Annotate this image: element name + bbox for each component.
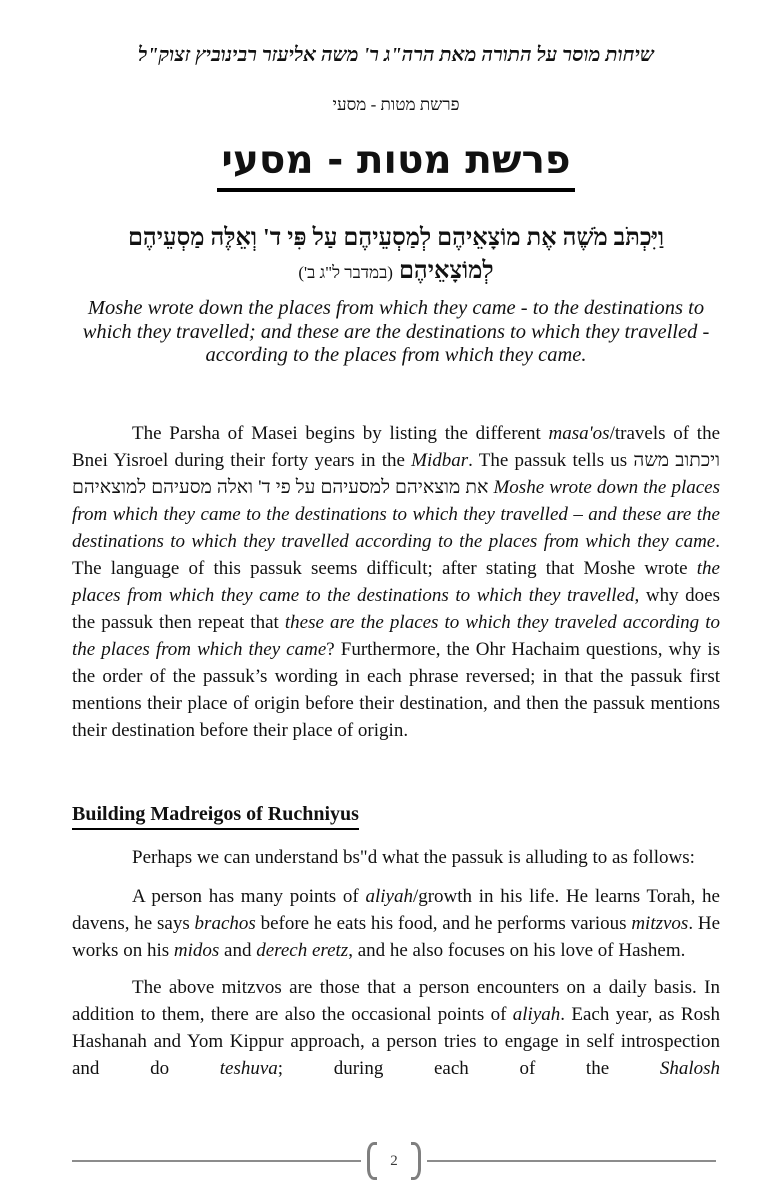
passuk-citation: (במדבר ל"ג ב') [298,263,393,282]
passuk-translation: Moshe wrote down the places from which they came - to the destinations to which they travelled; and these are the destinations to which they travelled - according to the places from which they came. [82,297,710,366]
body-paragraph: The Parsha of Masei begins by listing the different masa'os/travels of the Bnei Yisroel during their forty years in the Midbar. The passuk tells us ויכתוב משה את מוצאיהם למסעיהם על פי ד' ואלה מסעיהם למוצאיהם Moshe wrote down the places from which they came to the destinations to which they travelled – and these are the destinations to which they travelled according to the places from which they came. The language of this passuk seems difficult; after stating that Moshe wrote the places from which they came to the destinations to which they travelled, why does the passuk then repeat that these are the places to which they traveled according to the places from which they came? Furthermore, the Ohr Hachaim questions, why is the order of the passuk’s wording in each phrase reversed; in that the passuk first mentions their place of origin before their destination, and then the passuk mentions their destination before their place of origin. [72,422,721,741]
page-title: פרשת מטות - מסעי [217,139,574,192]
footer-rule-left [72,1160,361,1162]
passuk-verse [72,222,720,289]
section-heading-wrap [72,802,720,830]
page-footer [72,1142,716,1180]
body-paragraph: A person has many points of aliyah/growth in his life. He learns Torah, he davens, he says brachos before he eats his food, and he performs various mitzvos. He works on his midos and derech eretz, and he also focuses on his love of Hashem. [72,885,721,961]
page-number-ornament [361,1142,427,1180]
page-number: 2 [390,1152,398,1169]
page-title-wrap [72,139,720,192]
left-bracket-icon [367,1142,377,1180]
passuk-verse-line2 [72,255,720,289]
document-header-parsha: פרשת מטות - מסעי [332,95,460,114]
passuk-verse-line1: וַיִּכְתֹּב מֹשֶׁה אֶת מוֹצָאֵיהֶם לְמַסְעֵיהֶם עַל פִּי ד' וְאֵלֶּה מַסְעֵיהֶם [127,225,665,251]
body-paragraph: The above mitzvos are those that a person encounters on a daily basis. In addition to them, there are also the occasional points of aliyah. Each year, as Rosh Hashanah and Yom Kippur approach, a person tries to engage in self introspection and do teshuva; during each of the Shalosh [72,976,720,1079]
right-bracket-icon [411,1142,421,1180]
passuk-verse-line2-bold: לְמוֹצָאֵיהֶם [398,258,494,284]
section-heading: Building Madreigos of Ruchniyus [72,802,359,830]
body-paragraph: Perhaps we can understand bs"d what the passuk is alluding to as follows: [132,846,695,868]
document-header-title: שיחות מוסר על התורה מאת הרה"ג ר' משה אליעזר רבינוביץ זצוק"ל [137,44,654,66]
footer-rule-right [427,1160,716,1162]
